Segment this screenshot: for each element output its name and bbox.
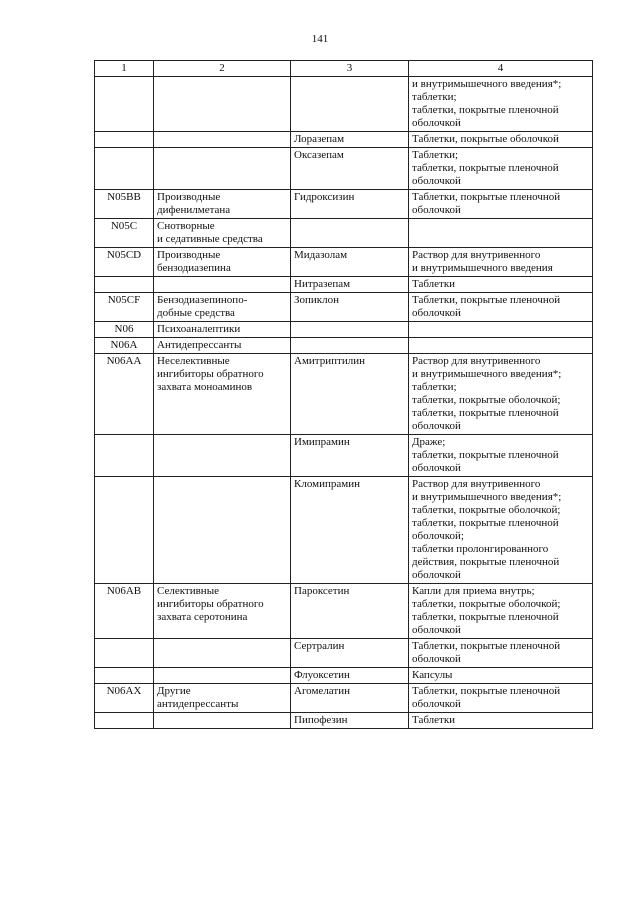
dosage-form-cell: Таблетки; таблетки, покрытые пленочной оболочкой <box>409 148 593 190</box>
dosage-form-cell <box>409 322 593 338</box>
table-row <box>95 293 593 322</box>
group-name-cell: Производные бензодиазепина <box>154 248 291 277</box>
dosage-form-cell: Таблетки, покрытые оболочкой <box>409 132 593 148</box>
table-row <box>95 322 593 338</box>
group-name-cell <box>154 713 291 729</box>
drug-name-cell: Имипрамин <box>291 435 409 477</box>
drug-name-cell: Сертралин <box>291 639 409 668</box>
atc-code-cell <box>95 132 154 148</box>
table-row <box>95 639 593 668</box>
drug-name-cell: Лоразепам <box>291 132 409 148</box>
drug-name-cell: Гидроксизин <box>291 190 409 219</box>
table-row <box>95 219 593 248</box>
atc-code-cell: N05C <box>95 219 154 248</box>
group-name-cell: Неселективные ингибиторы обратного захвата моноаминов <box>154 354 291 435</box>
group-name-cell: Другие антидепрессанты <box>154 684 291 713</box>
drug-name-cell: Зопиклон <box>291 293 409 322</box>
table-row <box>95 713 593 729</box>
drug-name-cell: Нитразепам <box>291 277 409 293</box>
table-row <box>95 132 593 148</box>
drug-name-cell: Кломипрамин <box>291 477 409 584</box>
atc-code-cell <box>95 477 154 584</box>
table-row <box>95 248 593 277</box>
group-name-cell <box>154 277 291 293</box>
dosage-form-cell: Раствор для внутривенного и внутримышечного введения*; таблетки; таблетки, покрытые оболочкой; таблетки, покрытые пленочной оболочкой <box>409 354 593 435</box>
group-name-cell: Снотворные и седативные средства <box>154 219 291 248</box>
atc-code-cell: N06AX <box>95 684 154 713</box>
atc-code-cell: N06AA <box>95 354 154 435</box>
dosage-form-cell: Раствор для внутривенного и внутримышечного введения*; таблетки, покрытые оболочкой; таблетки, покрытые пленочной оболочкой; таблетки пролонгированного действия, покрытые пленочной оболочкой <box>409 477 593 584</box>
drug-name-cell: Оксазепам <box>291 148 409 190</box>
dosage-form-cell: Таблетки <box>409 277 593 293</box>
atc-code-cell <box>95 148 154 190</box>
header-col-2: 2 <box>154 61 291 77</box>
dosage-form-cell: и внутримышечного введения*; таблетки; таблетки, покрытые пленочной оболочкой <box>409 77 593 132</box>
drug-name-cell: Агомелатин <box>291 684 409 713</box>
dosage-form-cell <box>409 338 593 354</box>
atc-code-cell: N06A <box>95 338 154 354</box>
group-name-cell <box>154 132 291 148</box>
group-name-cell: Селективные ингибиторы обратного захвата серотонина <box>154 584 291 639</box>
table-row <box>95 435 593 477</box>
atc-code-cell: N05CF <box>95 293 154 322</box>
dosage-form-cell: Капсулы <box>409 668 593 684</box>
atc-code-cell <box>95 713 154 729</box>
group-name-cell <box>154 668 291 684</box>
atc-code-cell <box>95 639 154 668</box>
table-row <box>95 277 593 293</box>
table-row <box>95 684 593 713</box>
header-col-1: 1 <box>95 61 154 77</box>
group-name-cell <box>154 148 291 190</box>
group-name-cell: Бензодиазепинопо- добные средства <box>154 293 291 322</box>
dosage-form-cell: Таблетки, покрытые пленочной оболочкой <box>409 684 593 713</box>
drug-table <box>94 60 593 729</box>
drug-name-cell: Флуоксетин <box>291 668 409 684</box>
drug-name-cell: Амитриптилин <box>291 354 409 435</box>
table-row <box>95 354 593 435</box>
table-row <box>95 584 593 639</box>
atc-code-cell: N05CD <box>95 248 154 277</box>
drug-name-cell <box>291 338 409 354</box>
header-col-3: 3 <box>291 61 409 77</box>
table-row <box>95 148 593 190</box>
group-name-cell: Антидепрессанты <box>154 338 291 354</box>
group-name-cell: Психоаналептики <box>154 322 291 338</box>
group-name-cell <box>154 477 291 584</box>
dosage-form-cell: Драже; таблетки, покрытые пленочной оболочкой <box>409 435 593 477</box>
table-body <box>95 77 593 729</box>
table-row <box>95 477 593 584</box>
group-name-cell <box>154 77 291 132</box>
dosage-form-cell: Таблетки <box>409 713 593 729</box>
atc-code-cell: N06 <box>95 322 154 338</box>
dosage-form-cell: Капли для приема внутрь; таблетки, покрытые оболочкой; таблетки, покрытые пленочной оболочкой <box>409 584 593 639</box>
dosage-form-cell: Таблетки, покрытые пленочной оболочкой <box>409 190 593 219</box>
dosage-form-cell: Таблетки, покрытые пленочной оболочкой <box>409 293 593 322</box>
atc-code-cell: N06AB <box>95 584 154 639</box>
drug-name-cell: Пипофезин <box>291 713 409 729</box>
drug-name-cell <box>291 219 409 248</box>
drug-name-cell <box>291 322 409 338</box>
atc-code-cell <box>95 77 154 132</box>
page-number: 141 <box>311 33 329 45</box>
drug-name-cell: Пароксетин <box>291 584 409 639</box>
group-name-cell <box>154 435 291 477</box>
atc-code-cell <box>95 277 154 293</box>
drug-name-cell <box>291 77 409 132</box>
group-name-cell: Производные дифенилметана <box>154 190 291 219</box>
group-name-cell <box>154 639 291 668</box>
table-row <box>95 338 593 354</box>
drug-name-cell: Мидазолам <box>291 248 409 277</box>
atc-code-cell <box>95 668 154 684</box>
dosage-form-cell <box>409 219 593 248</box>
table-row <box>95 190 593 219</box>
header-col-4: 4 <box>409 61 593 77</box>
table-header-row <box>95 61 593 77</box>
table-row <box>95 77 593 132</box>
table-row <box>95 668 593 684</box>
dosage-form-cell: Раствор для внутривенного и внутримышечного введения <box>409 248 593 277</box>
atc-code-cell: N05BB <box>95 190 154 219</box>
atc-code-cell <box>95 435 154 477</box>
dosage-form-cell: Таблетки, покрытые пленочной оболочкой <box>409 639 593 668</box>
